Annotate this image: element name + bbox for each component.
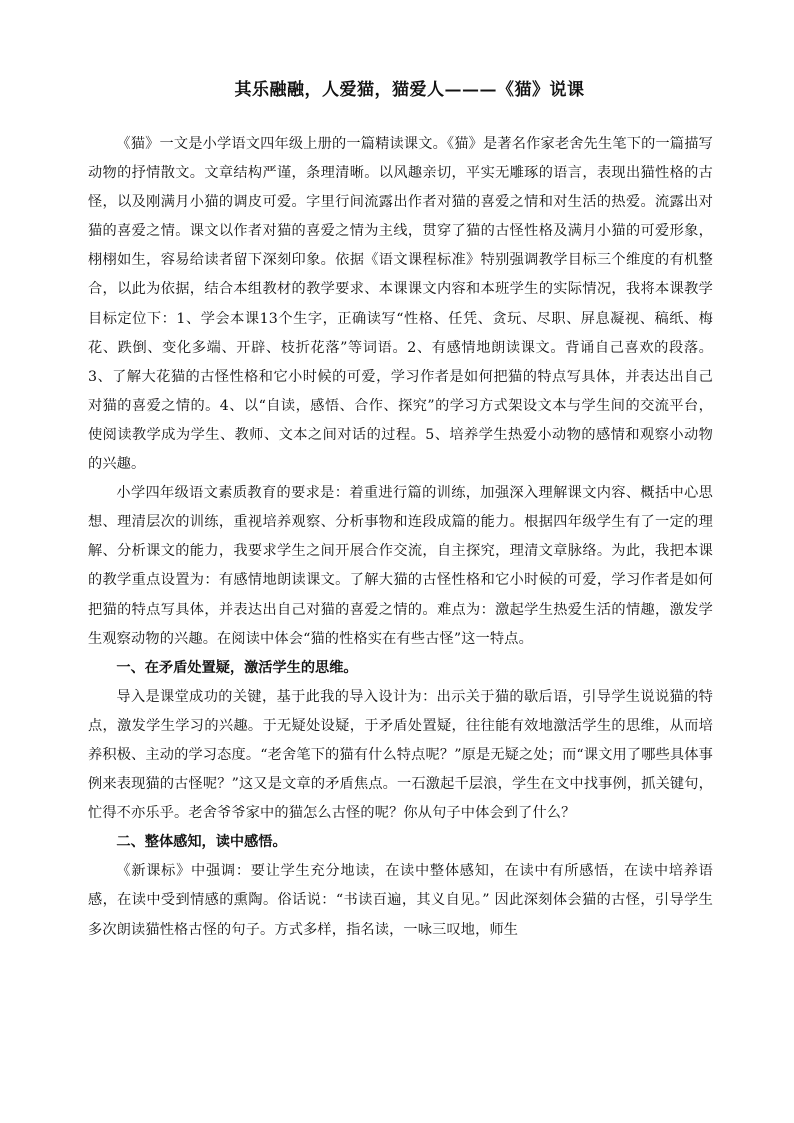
section-heading-1: 一、在矛盾处置疑，激活学生的思维。	[116, 659, 358, 676]
body-paragraph-2: 小学四年级语文素质教育的要求是：着重进行篇的训练，加强深入理解课文内容、概括中心思想、理清层次的训练，重视培养观察、分析事物和连段成篇的能力。根据四年级学生有了一定的理解、分析课文的能力，我要求学生之间开展合作交流，自主探究，理清文章脉络。为此，我把本课的教学重点设置为：有感情地朗读课文。了解大猫的古怪性格和它小时候的可爱，学习作者是如何把猫的特点写具体，并表达出自己对猫的喜爱之情的。难点为：激起学生热爱生活的情趣，激发学生观察动物的兴趣。在阅读中体会“猫的性格实在有些古怪”这一特点。	[88, 485, 713, 647]
body-paragraph-1: 《猫》一文是小学语文四年级上册的一篇精读课文。《猫》是著名作家老舍先生笔下的一篇描写动物的抒情散文。文章结构严谨，条理清晰。以风趣亲切，平实无雕琢的语言，表现出猫性格的古怪，以及刚满月小猫的调皮可爱。字里行间流露出作者对猫的喜爱之情和对生活的热爱。流露出对猫的喜爱之情。课文以作者对猫的喜爱之情为主线，贯穿了猫的古怪性格及满月小猫的可爱形象，栩栩如生，容易给读者留下深刻印象。依据《语文课程标准》特别强调教学目标三个维度的有机整合，以此为依据，结合本组教材的教学要求、本课课文内容和本班学生的实际情况，我将本课教学目标定位下：1、学会本课13个生字，正确读写“性格、任凭、贪玩、尽职、屏息凝视、稿纸、梅花、跌倒、变化多端、开辟、枝折花落”等词语。2、有感情地朗读课文。背诵自己喜欢的段落。3、了解大花猫的古怪性格和它小时候的可爱，学习作者是如何把猫的特点写具体，并表达出自己对猫的喜爱之情的。4、以“自读，感悟、合作、探究”的学习方式架设文本与学生间的交流平台，使阅读教学成为学生、教师、文本之间对话的过程。5、培养学生热爱小动物的感情和观察小动物的兴趣。	[88, 136, 713, 473]
document-title: 其乐融融，人爱猫，猫爱人———《猫》说课	[234, 80, 585, 100]
body-paragraph-4: 《新课标》中强调：要让学生充分地读，在读中整体感知，在读中有所感悟，在读中培养语感，在读中受到情感的熏陶。俗话说：“书读百遍，其义自见。” 因此深刻体会猫的古怪，引导学生多次朗读猫性格古怪的句子。方式多样，指名读，一咏三叹地，师生	[88, 863, 713, 938]
document-page	[88, 78, 713, 945]
body-paragraph-3: 导入是课堂成功的关键，基于此我的导入设计为：出示关于猫的歇后语，引导学生说说猫的特点，激发学生学习的兴趣。于无疑处设疑，于矛盾处置疑，往往能有效地激活学生的思维，从而培养积极、主动的学习态度。“老舍笔下的猫有什么特点呢？”原是无疑之处；而“课文用了哪些具体事例来表现猫的古怪呢？”这又是文章的矛盾焦点。一石激起千层浪，学生在文中找事例，抓关键句，忙得不亦乐乎。老舍爷爷家中的猫怎么古怪的呢？你从句子中体会到了什么？	[88, 688, 713, 822]
section-heading-2: 二、整体感知，读中感悟。	[116, 834, 287, 851]
